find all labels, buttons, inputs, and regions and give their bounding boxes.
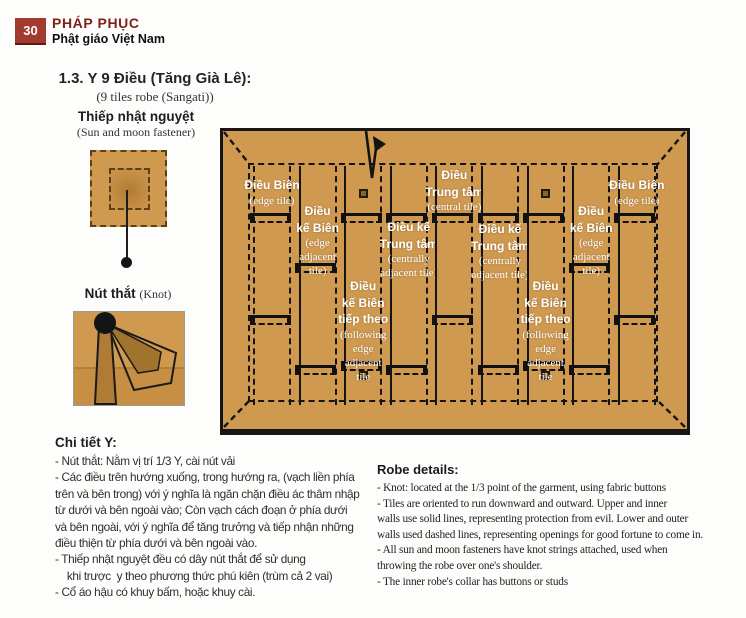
tile-patch-seam (250, 315, 291, 325)
tile-patch-seam (523, 213, 564, 223)
tile-patch-seam (569, 263, 610, 273)
details-vi-lines (55, 453, 377, 601)
tile-fastener-dot (541, 371, 550, 380)
details-vi-line: điều thiện từ phía dưới và bên ngoài vào. (55, 536, 258, 551)
tile-label-vi-line: kế Biên (524, 295, 567, 310)
tile-patch-seam (614, 213, 655, 223)
tile-patch-seam (523, 361, 564, 371)
fastener-figure (90, 150, 167, 227)
details-en-line: - Tiles are oriented to run downward and outward. Upper and inner (377, 497, 668, 510)
tile-label-vi-line: kế Biên (569, 220, 613, 235)
tile-label-vi-line: tiếp theo (520, 312, 571, 326)
tile-label-vi-line: Trung tâm (425, 184, 484, 199)
details-vi-line: trên và bên trong) với ý nghĩa là ngăn chặn điều ác thâm nhập (55, 486, 360, 501)
tile-label-vi-line: Điều (578, 204, 605, 218)
tile-label-en-line: tile) (308, 265, 327, 278)
tile-label-vi-line: Điều (441, 168, 468, 182)
tile-label-vi-line: Điều Biên (609, 178, 665, 192)
tile-patch-seam (386, 213, 427, 223)
robe-diagram (220, 128, 690, 435)
section-subtitle: (9 tiles robe (Sangati)) (96, 89, 214, 104)
tile-label-en-line: (centrally (387, 253, 430, 265)
tile-patch-seam (295, 263, 336, 273)
tile-patch-seam (478, 213, 519, 223)
tile-fastener-dot (359, 189, 368, 198)
tile-patch-seam (478, 365, 519, 375)
section-title-block (55, 70, 255, 105)
tile-patch-seam (341, 213, 382, 223)
details-vi-heading: Chi tiết Y: (55, 435, 117, 450)
tile-patch-seam (569, 365, 610, 375)
tile-label-en-line: (centrally (478, 255, 522, 267)
knot-figure (73, 311, 185, 406)
robe-tile-9 (618, 166, 656, 405)
page-number: 30 (23, 23, 38, 38)
fastener-inner-square (109, 168, 150, 210)
tile-label-vi-line: Điều (304, 204, 331, 218)
knot-label-en: (Knot) (139, 287, 172, 301)
fastener-string (126, 190, 128, 260)
page-number-badge (15, 18, 46, 45)
tile-label-vi-line: Điều (532, 279, 559, 293)
fastener-knot-dot (121, 257, 132, 268)
tile-label-en-line: (edge tile) (249, 194, 295, 207)
tile-label-vi-line: Trung tâm (379, 236, 438, 251)
tile-label-en-line: tile (538, 371, 553, 384)
tile-patch-seam (432, 315, 473, 325)
tile-label-vi-line: tiếp theo (338, 312, 389, 326)
tile-label-en-line: tile (356, 371, 371, 384)
details-vi-line: khi trược y theo phương thức phú kiên (trùm cả 2 vai) (61, 568, 333, 583)
tile-label-en-line: adjacent tile) (471, 269, 529, 282)
brand-subtitle: Phật giáo Việt Nam (52, 31, 165, 46)
details-vi-line: từ dưới và bên ngoài vào; Còn vạch cách đoạn ở phía dưới (55, 503, 348, 518)
tile-label-en-line: (central tile) (427, 201, 482, 213)
tile-patch-seam (386, 365, 427, 375)
knot-illustration (74, 312, 184, 405)
tile-patch-seam (341, 361, 382, 371)
tile-patch-seam (295, 365, 336, 375)
tile-label-vi-line: Điều (350, 279, 377, 293)
details-en-lines (377, 481, 707, 590)
fastener-caption (58, 109, 214, 140)
tile-patch-seam (432, 213, 473, 223)
tile-label-en-line: (following (339, 328, 387, 341)
tile-label-en-line: (edge tile) (614, 194, 660, 207)
details-en-heading: Robe details: (377, 462, 459, 477)
tile-label-en-line: (edge (578, 237, 604, 249)
section-title: 1.3. Y 9 Điều (Tăng Già Lê): (58, 70, 252, 87)
tile-label-en-line: adjacent (344, 356, 382, 369)
tile-label-vi-line: Trung tâm (470, 238, 529, 253)
tile-label-en-line: adjacent (299, 251, 336, 264)
tile-label-vi-line: kế Biên (296, 220, 339, 235)
tile-fastener-dot (359, 371, 368, 380)
details-en-line: - The inner robe's collar has buttons or studs (377, 575, 568, 588)
details-en-line: walls used dashed lines, representing openings for good fortune to come in. (377, 528, 704, 541)
fastener-label-en: (Sun and moon fastener) (76, 125, 196, 139)
tile-label-en-line: (edge (305, 237, 330, 249)
fastener-label-vi: Thiếp nhật nguyệt (77, 109, 195, 124)
tile-label-en-line: edge (535, 342, 556, 355)
details-vi-section (55, 435, 377, 601)
tile-label-en-line: adjacent tile) (380, 267, 438, 280)
brand-title: PHÁP PHỤC (52, 15, 140, 31)
details-en-line: throwing the robe over one's shoulder. (377, 559, 543, 572)
details-en-line: - All sun and moon fasteners have knot strings attached, used when (377, 544, 668, 557)
tile-label-en-line: adjacent (572, 251, 610, 264)
tile-label-en-line: (following (522, 328, 569, 341)
tile-patch-seam (250, 213, 291, 223)
details-vi-line: - Các điều trên hướng xuống, trong hướng ra, (vạch liền phía (55, 470, 355, 485)
tile-patch-seam (614, 315, 655, 325)
tile-label-en-line: tile) (582, 265, 601, 278)
details-en-line: - Knot: located at the 1/3 point of the garment, using fabric buttons (377, 482, 666, 494)
tile-label-vi-line: kế Biên (341, 295, 385, 310)
brand-block (52, 16, 165, 46)
tile-label-vi-line: Điều kế (387, 220, 431, 234)
details-vi-line: và bên ngoài, với ý nghĩa để tăng trưởng và tiếp nhận những (55, 519, 354, 534)
tile-label-en-line: edge (352, 342, 374, 355)
tile-label-en-line: adjacent (527, 356, 564, 369)
details-en-line: walls use solid lines, representing protection from evil. Lower and outer (377, 513, 689, 526)
details-en-section (377, 462, 707, 590)
details-vi-line: - Cổ áo hậu có khuy bấm, hoặc khuy cài. (55, 585, 256, 600)
knot-caption (48, 286, 208, 302)
tile-label-vi-line: Điều Biên (244, 178, 300, 192)
tile-fastener-dot (541, 189, 550, 198)
details-vi-line: - Nút thắt: Nằm vị trí 1/3 Y, cài nút vải (55, 454, 235, 468)
knot-label-vi: Nút thắt (84, 286, 136, 301)
robe-tile-1 (253, 166, 291, 405)
tile-label-vi-line: Điều kế (478, 222, 522, 236)
robe-tile-5 (435, 166, 473, 405)
details-vi-line: - Thiếp nhật nguyệt đều có dây nút thắt để sử dụng (55, 552, 306, 567)
